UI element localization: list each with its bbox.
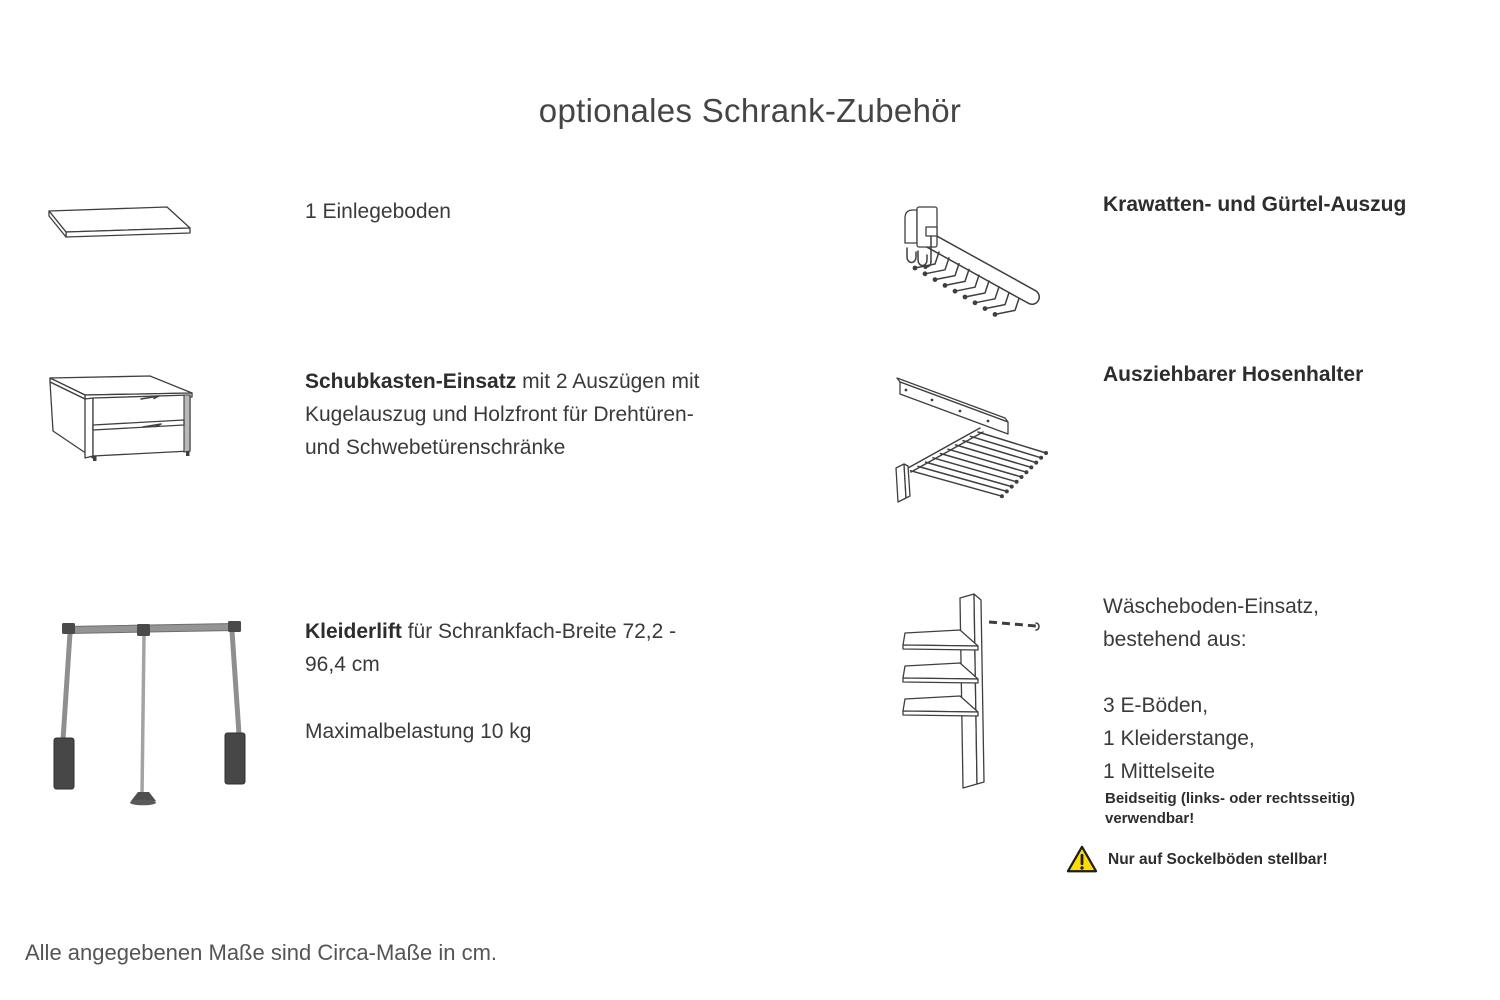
hosenhalter-drawing <box>892 372 1052 504</box>
page-title: optionales Schrank-Zubehör <box>538 92 962 129</box>
side-note-line: verwendbar! <box>1105 810 1195 827</box>
waescheboden-content-item: 1 Kleiderstange, <box>1103 727 1255 750</box>
schubkasten-name: Schubkasten-Einsatz <box>305 370 517 393</box>
waescheboden-drawing <box>896 590 1048 805</box>
schubkasten-desc-line: mit 2 Auszügen mit <box>516 370 700 393</box>
kleiderlift-load-note: Maximalbelastung 10 kg <box>305 720 532 743</box>
warning-text: Nur auf Sockelböden stellbar! <box>1108 850 1328 868</box>
warning-note <box>1066 845 1328 874</box>
schubkasten-desc-line: Kugelauszug und Holzfront für Drehtüren- <box>305 403 694 426</box>
kleiderlift-description <box>305 615 805 681</box>
schubkasten-desc-line: und Schwebetürenschränke <box>305 436 566 459</box>
kleiderlift-desc-line: 96,4 cm <box>305 653 380 676</box>
waescheboden-intro-line: Wäscheboden-Einsatz, <box>1103 595 1319 618</box>
einlegeboden-shelf-drawing <box>45 203 195 243</box>
waescheboden-content-item: 1 Mittelseite <box>1103 760 1216 783</box>
kleiderlift-name: Kleiderlift <box>305 620 402 643</box>
side-note-line: Beidseitig (links- oder rechtsseitig) <box>1105 790 1356 807</box>
waescheboden-intro-line: bestehend aus: <box>1103 628 1247 651</box>
schubkasten-description <box>305 365 805 464</box>
waescheboden-side-note <box>1105 789 1355 829</box>
waescheboden-description <box>1103 590 1319 788</box>
kleiderlift-desc-line: für Schrankfach-Breite 72,2 - <box>401 620 677 643</box>
krawatten-auszug-drawing <box>893 197 1043 320</box>
einlegeboden-label: 1 Einlegeboden <box>305 200 451 223</box>
schubkasten-drawer-drawing <box>46 374 196 469</box>
waescheboden-content-item: 3 E-Böden, <box>1103 694 1209 717</box>
krawatten-title: Krawatten- und Gürtel-Auszug <box>1103 193 1407 216</box>
footer-note: Alle angegebenen Maße sind Circa-Maße in cm. <box>25 940 498 965</box>
kleiderlift-photo <box>52 620 248 808</box>
warning-triangle-icon <box>1066 845 1098 874</box>
hosenhalter-title: Ausziehbarer Hosenhalter <box>1103 363 1364 386</box>
